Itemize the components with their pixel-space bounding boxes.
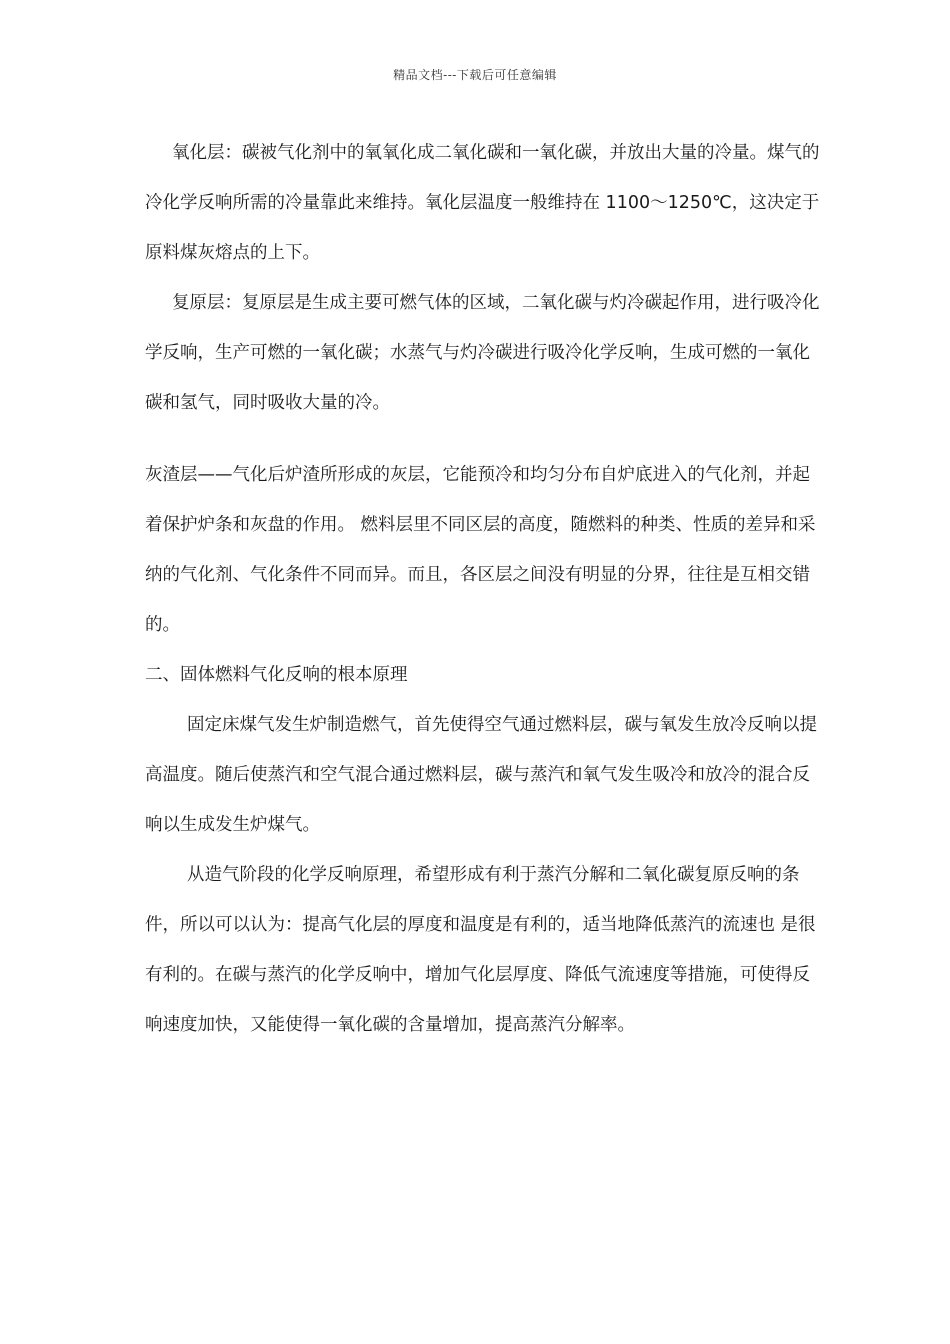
paragraph-ash-layer: 灰渣层——气化后炉渣所形成的灰层，它能预冷和均匀分布自炉底进入的气化剂，并起着保护炉条和灰盘的作用。 燃料层里不同区层的高度，随燃料的种类、性质的差异和采纳的气化剂、气化条件不同而异。而且，各区层之间没有明显的分界，往往是互相交错的。 [145,465,816,635]
paragraph-fixed-bed: 固定床煤气发生炉制造燃气，首先使得空气通过燃料层，碳与氧发生放冷反响以提高温度。随后使蒸汽和空气混合通过燃料层，碳与蒸汽和氧气发生吸冷和放冷的混合反响以生成发生炉煤气。 [145,715,817,835]
page-header: 精品文档---下载后可任意编辑 [393,68,557,82]
document-body [145,128,825,1050]
paragraph-reduction-layer: 复原层：复原层是生成主要可燃气体的区域，二氧化碳与灼冷碳起作用，进行吸冷化学反响，生产可燃的一氧化碳；水蒸气与灼冷碳进行吸冷化学反响，生成可燃的一氧化碳和氢气，同时吸收大量的冷。 [145,293,820,413]
paragraph-oxidation-layer: 氧化层：碳被气化剂中的氧氧化成二氧化碳和一氧化碳，并放出大量的冷量。煤气的冷化学反响所需的冷量靠此来维持。氧化层温度一般维持在 1100～1250℃，这决定于原料煤灰熔点的上下。 [145,143,820,263]
paragraph-reaction-principle: 从造气阶段的化学反响原理，希望形成有利于蒸汽分解和二氧化碳复原反响的条件，所以可以认为：提高气化层的厚度和温度是有利的，适当地降低蒸汽的流速也 是很有利的。在碳与蒸汽的化学反响中，增加气化层厚度、降低气流速度等措施，可使得反响速度加快，又能使得一氧化碳的含量增加，提高蒸汽分解率。 [145,865,816,1035]
section-heading: 二、固体燃料气化反响的根本原理 [145,665,408,685]
